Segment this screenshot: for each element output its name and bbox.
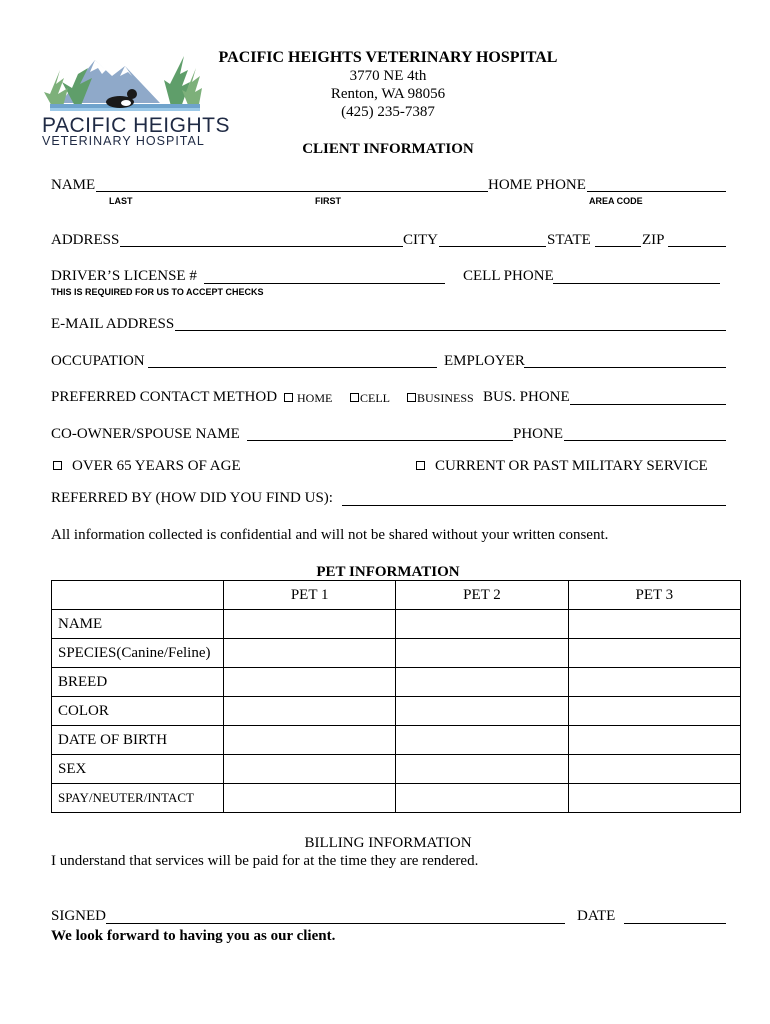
pet-information-table (51, 580, 741, 813)
occupation-field[interactable] (148, 367, 437, 368)
state-label: STATE (547, 232, 591, 248)
checkbox-icon[interactable] (284, 393, 293, 402)
address-field[interactable] (120, 246, 403, 247)
pet-information-title: PET INFORMATION (316, 564, 460, 580)
row-label-breed: BREED (52, 668, 224, 697)
address-label: ADDRESS (51, 232, 120, 248)
name-field[interactable] (96, 191, 488, 192)
coowner-label: CO-OWNER/SPOUSE NAME (51, 426, 240, 442)
occupation-label: OCCUPATION (51, 353, 145, 369)
pet2-breed-cell[interactable] (396, 668, 568, 697)
pet3-header: PET 3 (568, 581, 740, 610)
address-city: Renton, WA 98056 (330, 86, 446, 102)
name-label: NAME (51, 177, 96, 193)
last-name-label: LAST (109, 196, 133, 206)
bus-phone-label: BUS. PHONE (483, 389, 570, 405)
employer-field[interactable] (524, 367, 726, 368)
pet1-species-cell[interactable] (224, 639, 396, 668)
pet1-spay-cell[interactable] (224, 784, 396, 813)
table-row (52, 639, 741, 668)
pet1-header: PET 1 (224, 581, 396, 610)
drivers-license-field[interactable] (204, 283, 445, 284)
date-label: DATE (577, 908, 616, 924)
logo-line2: VETERINARY HOSPITAL (42, 134, 205, 148)
drivers-license-label: DRIVER’S LICENSE # (51, 268, 197, 284)
pet3-dob-cell[interactable] (568, 726, 740, 755)
over65-label: OVER 65 YEARS OF AGE (72, 458, 241, 474)
checkbox-icon[interactable] (416, 461, 425, 470)
checkbox-icon[interactable] (350, 393, 359, 402)
cell-phone-field[interactable] (553, 283, 720, 284)
table-row (52, 784, 741, 813)
area-code-label: AREA CODE (589, 196, 643, 206)
table-corner-cell (52, 581, 224, 610)
pet1-sex-cell[interactable] (224, 755, 396, 784)
signature-field[interactable] (106, 923, 565, 924)
hospital-name: PACIFIC HEIGHTS VETERINARY HOSPITAL (218, 49, 558, 66)
pet3-color-cell[interactable] (568, 697, 740, 726)
pet1-color-cell[interactable] (224, 697, 396, 726)
pet2-color-cell[interactable] (396, 697, 568, 726)
coowner-field[interactable] (247, 440, 513, 441)
pet3-spay-cell[interactable] (568, 784, 740, 813)
confidential-note: All information collected is confidential and will not be shared without your written consent. (51, 527, 609, 543)
table-row (52, 755, 741, 784)
table-row (52, 610, 741, 639)
client-information-title: CLIENT INFORMATION (302, 141, 474, 157)
city-field[interactable] (439, 246, 546, 247)
city-label: CITY (403, 232, 438, 248)
table-row (52, 697, 741, 726)
row-label-name: NAME (52, 610, 224, 639)
first-name-label: FIRST (315, 196, 341, 206)
state-field[interactable] (595, 246, 641, 247)
employer-label: EMPLOYER (444, 353, 525, 369)
contact-home-option[interactable] (284, 391, 332, 406)
bus-phone-field[interactable] (570, 404, 726, 405)
row-label-sex: SEX (52, 755, 224, 784)
referred-label: REFERRED BY (HOW DID YOU FIND US): (51, 490, 333, 506)
date-field[interactable] (624, 923, 726, 924)
contact-cell-option[interactable] (350, 391, 390, 406)
table-header-row (52, 581, 741, 610)
pet1-name-cell[interactable] (224, 610, 396, 639)
contact-home-label: HOME (297, 391, 333, 405)
pet2-spay-cell[interactable] (396, 784, 568, 813)
checkbox-icon[interactable] (407, 393, 416, 402)
pet2-header: PET 2 (396, 581, 568, 610)
address-street: 3770 NE 4th (349, 68, 427, 84)
checkbox-icon[interactable] (53, 461, 62, 470)
pet3-breed-cell[interactable] (568, 668, 740, 697)
pet3-species-cell[interactable] (568, 639, 740, 668)
logo-line1: PACIFIC HEIGHTS (42, 114, 230, 137)
contact-business-label: BUSINESS (417, 391, 474, 405)
contact-method-label: PREFERRED CONTACT METHOD (51, 389, 278, 405)
home-phone-label: HOME PHONE (488, 177, 586, 193)
email-field[interactable] (175, 330, 726, 331)
signed-label: SIGNED (51, 908, 106, 924)
coowner-phone-field[interactable] (564, 440, 726, 441)
pet3-sex-cell[interactable] (568, 755, 740, 784)
pet2-dob-cell[interactable] (396, 726, 568, 755)
contact-cell-label: CELL (360, 391, 390, 405)
coowner-phone-label: PHONE (513, 426, 564, 442)
drivers-license-note: THIS IS REQUIRED FOR US TO ACCEPT CHECKS (51, 287, 264, 297)
military-label: CURRENT OR PAST MILITARY SERVICE (435, 458, 708, 474)
row-label-dob: DATE OF BIRTH (52, 726, 224, 755)
billing-title: BILLING INFORMATION (304, 835, 472, 851)
row-label-spay: SPAY/NEUTER/INTACT (52, 784, 224, 813)
table-row (52, 726, 741, 755)
row-label-color: COLOR (52, 697, 224, 726)
row-label-species: SPECIES(Canine/Feline) (52, 639, 224, 668)
contact-business-option[interactable] (407, 391, 474, 406)
pet1-breed-cell[interactable] (224, 668, 396, 697)
table-row (52, 668, 741, 697)
pet1-dob-cell[interactable] (224, 726, 396, 755)
pet2-name-cell[interactable] (396, 610, 568, 639)
home-phone-field[interactable] (587, 191, 726, 192)
pet2-sex-cell[interactable] (396, 755, 568, 784)
cell-phone-label: CELL PHONE (463, 268, 554, 284)
pet2-species-cell[interactable] (396, 639, 568, 668)
billing-statement: I understand that services will be paid for at the time they are rendered. (51, 853, 479, 869)
referred-field[interactable] (342, 505, 726, 506)
email-label: E-MAIL ADDRESS (51, 316, 175, 332)
pet3-name-cell[interactable] (568, 610, 740, 639)
military-option[interactable] (416, 458, 708, 475)
zip-label: ZIP (642, 232, 665, 248)
hospital-phone: (425) 235-7387 (341, 104, 435, 120)
zip-field[interactable] (668, 246, 726, 247)
closing-message: We look forward to having you as our client. (51, 928, 336, 944)
over65-option[interactable] (53, 458, 241, 475)
